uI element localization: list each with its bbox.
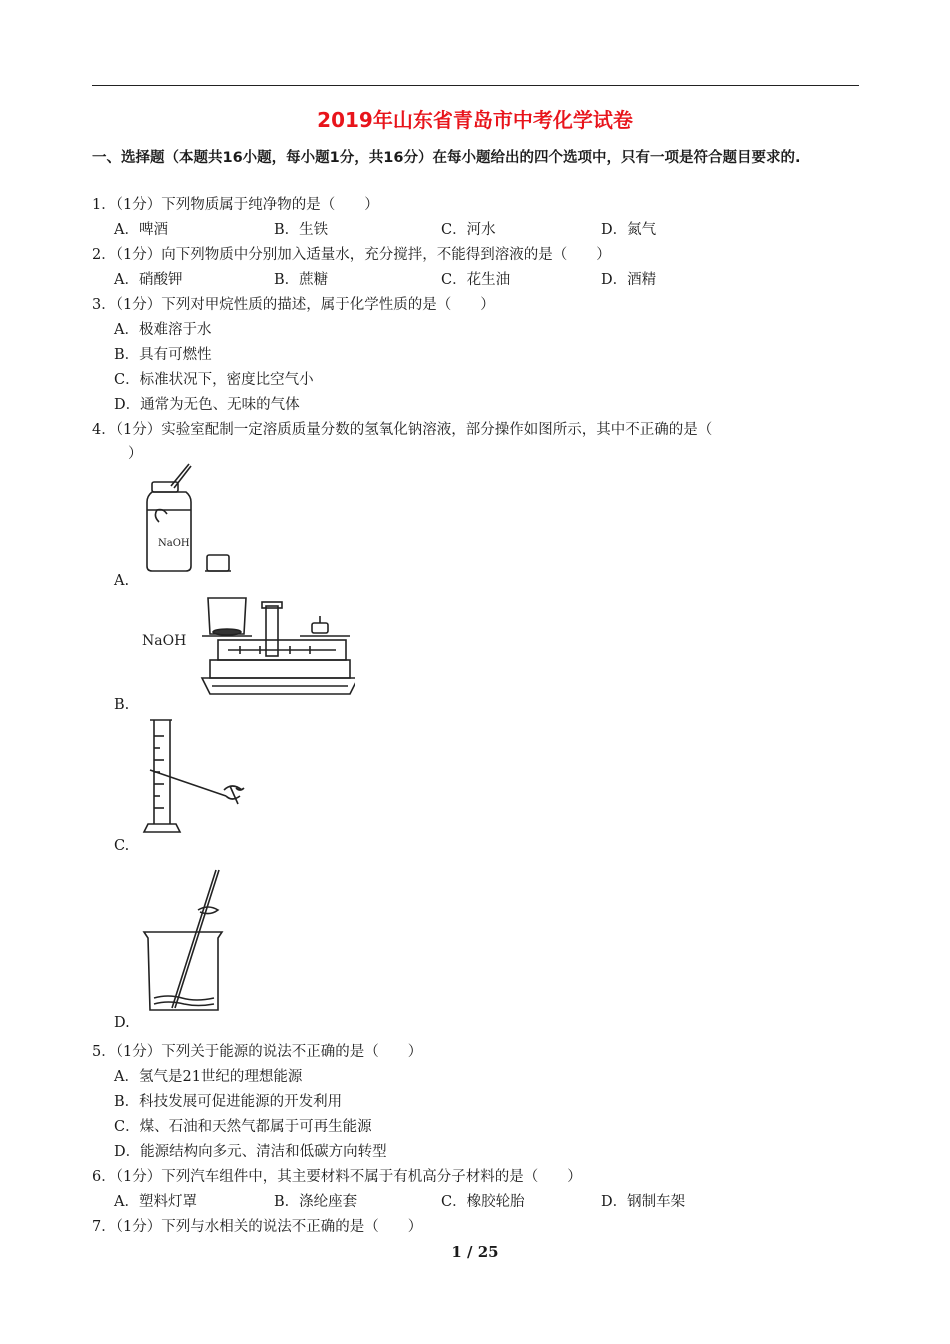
figure-d-beaker-stirring xyxy=(138,866,228,1016)
page-number: 1 / 25 xyxy=(451,1243,499,1261)
exam-title: 2019年山东省青岛市中考化学试卷 xyxy=(317,108,633,132)
question-6-option-d: D．钢制车架 xyxy=(601,1194,686,1210)
question-3-option-a: A．极难溶于水 xyxy=(114,322,212,338)
question-1-option-b: B．生铁 xyxy=(274,222,329,238)
question-3-option-d: D．通常为无色、无味的气体 xyxy=(114,397,300,413)
question-4-stem-line1: 4．（1分）实验室配制一定溶质质量分数的氢氧化钠溶液，部分操作如图所示，其中不正确的是（ xyxy=(92,422,713,438)
question-2-option-b: B．蔗糖 xyxy=(274,272,329,288)
question-4-option-c: C. xyxy=(114,838,130,854)
figure-a-naoh-label: NaOH xyxy=(158,538,190,549)
section-heading: 一、选择题（本题共16小题，每小题1分，共16分）在每小题给出的四个选项中，只有一项是符合题目要求的. xyxy=(92,150,801,166)
question-6-option-c: C．橡胶轮胎 xyxy=(441,1194,525,1210)
question-1-option-d: D．氮气 xyxy=(601,222,657,238)
question-1-option-a: A．啤酒 xyxy=(114,222,168,238)
question-4-option-b: B. xyxy=(114,697,130,713)
question-5-option-a: A．氢气是21世纪的理想能源 xyxy=(114,1069,303,1085)
question-6-option-a: A．塑料灯罩 xyxy=(114,1194,197,1210)
question-5-option-c: C．煤、石油和天然气都属于可再生能源 xyxy=(114,1119,372,1135)
question-1-stem: 1．（1分）下列物质属于纯净物的是（ ） xyxy=(92,197,379,213)
question-1-option-c: C．河水 xyxy=(441,222,496,238)
figure-b-naoh-label: NaOH xyxy=(142,633,187,649)
question-7-stem: 7．（1分）下列与水相关的说法不正确的是（ ） xyxy=(92,1219,423,1235)
figure-a-naoh-bottle xyxy=(135,462,245,574)
question-6-options xyxy=(114,1192,754,1212)
question-3-option-b: B．具有可燃性 xyxy=(114,347,212,363)
question-6-stem: 6．（1分）下列汽车组件中，其主要材料不属于有机高分子材料的是（ ） xyxy=(92,1169,582,1185)
question-6-option-b: B．涤纶座套 xyxy=(274,1194,358,1210)
question-3-option-c: C．标准状况下，密度比空气小 xyxy=(114,372,314,388)
question-2-options xyxy=(114,270,754,290)
question-5-option-b: B．科技发展可促进能源的开发利用 xyxy=(114,1094,343,1110)
question-2-option-d: D．酒精 xyxy=(601,272,657,288)
question-4-option-d: D. xyxy=(114,1015,130,1031)
question-5-option-d: D．能源结构向多元、清洁和低碳方向转型 xyxy=(114,1144,387,1160)
figure-b-naoh-balance xyxy=(140,590,355,702)
header-rule xyxy=(92,85,859,86)
question-3-stem: 3．（1分）下列对甲烷性质的描述，属于化学性质的是（ ） xyxy=(92,297,495,313)
question-2-stem: 2．（1分）向下列物质中分别加入适量水，充分搅拌，不能得到溶液的是（ ） xyxy=(92,247,611,263)
figure-c-graduated-cylinder xyxy=(140,716,255,836)
question-4-stem-line2: ） xyxy=(128,446,143,462)
question-1-options xyxy=(114,220,754,240)
question-4-option-a: A. xyxy=(114,573,130,589)
question-2-option-a: A．硝酸钾 xyxy=(114,272,183,288)
question-5-stem: 5．（1分）下列关于能源的说法不正确的是（ ） xyxy=(92,1044,423,1060)
question-2-option-c: C．花生油 xyxy=(441,272,511,288)
